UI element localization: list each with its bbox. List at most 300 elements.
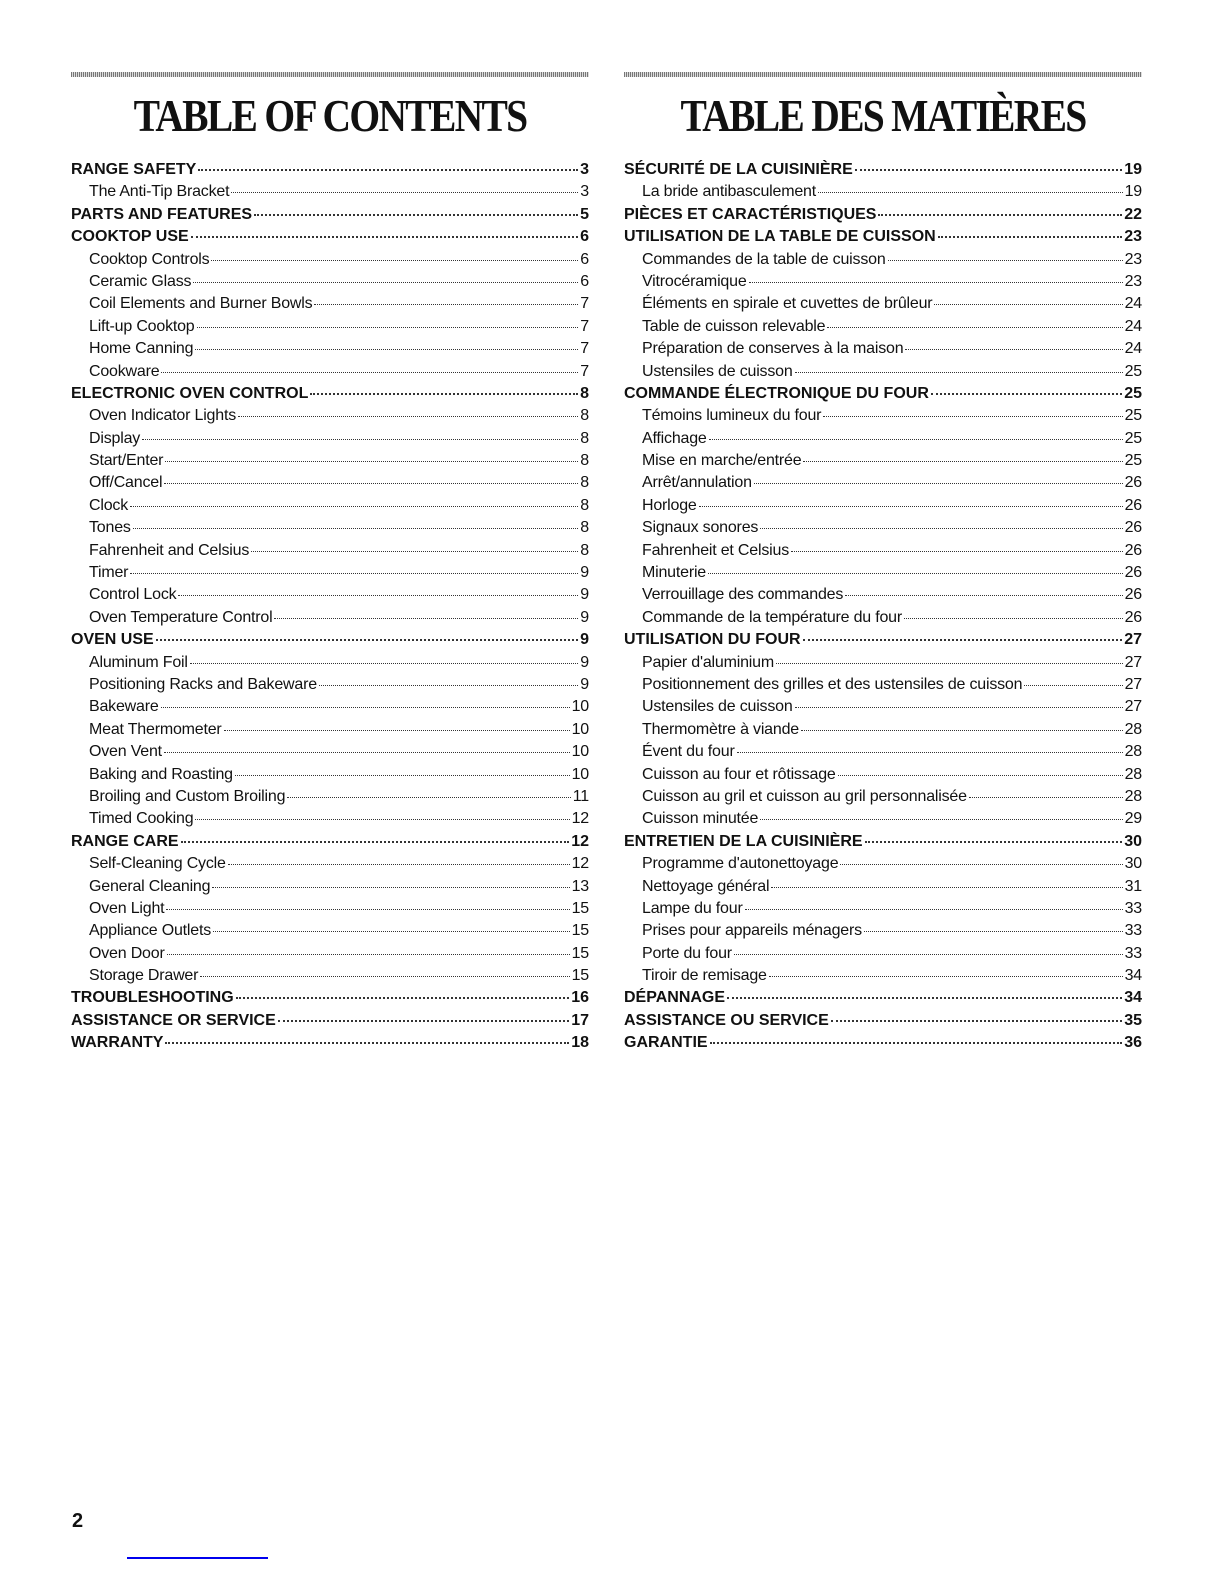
toc-subsection-entry[interactable] [624,876,1142,898]
toc-subsection-entry[interactable] [624,853,1142,875]
toc-subsection-entry[interactable] [71,316,589,338]
entry-page: 36 [1124,1034,1142,1052]
toc-subsection-entry[interactable] [624,764,1142,786]
entry-page: 15 [571,899,589,917]
entry-page: 26 [1124,519,1142,537]
entry-page: 34 [1124,989,1142,1007]
dot-leader [969,797,1123,798]
entry-label: UTILISATION DU FOUR [624,631,801,649]
entry-label: RANGE SAFETY [71,161,197,178]
toc-subsection-entry[interactable] [624,472,1142,494]
entry-page: 25 [1124,362,1142,380]
toc-subsection-entry[interactable] [71,517,589,539]
toc-subsection-entry[interactable] [71,898,589,920]
entry-label: PIÈCES ET CARACTÉRISTIQUES [624,205,877,223]
toc-subsection-entry[interactable] [624,249,1142,271]
entry-label: RANGE CARE [71,832,179,850]
dot-leader [178,595,578,596]
toc-subsection-entry[interactable] [624,898,1142,920]
entry-page: 8 [580,496,589,514]
entry-page: 33 [1124,944,1142,962]
toc-section-entry[interactable] [624,1010,1142,1032]
toc-subsection-entry[interactable] [71,607,589,629]
dot-leader [181,841,570,843]
entry-page: 10 [571,698,589,716]
entry-label: Affichage [642,429,707,447]
dot-leader [231,192,578,193]
entry-label: Oven Light [89,899,165,917]
entry-label: Nettoyage général [642,877,770,895]
toc-section-entry[interactable] [624,159,1142,181]
dot-leader [195,349,578,350]
toc-section-entry[interactable] [71,204,589,226]
dot-leader [760,528,1122,529]
entry-label: Oven Door [89,944,165,962]
entry-page: 24 [1124,295,1142,313]
toc-subsection-entry[interactable] [71,808,589,830]
entry-page: 9 [580,586,589,604]
toc-subsection-entry[interactable] [624,965,1142,987]
toc-section-entry[interactable] [624,629,1142,651]
entry-page: 28 [1124,720,1142,738]
entry-page: 7 [580,317,589,335]
entry-label: Meat Thermometer [89,720,222,738]
dot-leader [745,909,1123,910]
entry-label: Table de cuisson relevable [642,317,826,335]
toc-section-entry[interactable] [71,383,589,405]
entry-page: 33 [1124,899,1142,917]
entry-label: COOKTOP USE [71,228,189,246]
toc-subsection-entry[interactable] [71,562,589,584]
dot-leader [795,707,1123,708]
entry-label: OVEN USE [71,631,154,649]
dot-leader [727,997,1122,999]
entry-page: 8 [580,429,589,447]
entry-page: 26 [1124,541,1142,559]
toc-subsection-entry[interactable] [71,719,589,741]
toc-subsection-entry[interactable] [624,271,1142,293]
entry-label: Oven Vent [89,743,162,761]
entry-page: 30 [1124,855,1142,873]
entry-page: 7 [580,295,589,313]
dot-leader [878,214,1122,216]
dot-leader [191,236,578,238]
toc-subsection-entry[interactable] [71,271,589,293]
entry-page: 6 [580,228,589,246]
dot-leader [319,685,578,686]
entry-label: La bride antibasculement [642,183,816,201]
dot-leader [211,260,578,261]
dot-leader [888,260,1123,261]
toc-subsection-entry[interactable] [624,316,1142,338]
entry-label: The Anti-Tip Bracket [89,183,230,201]
dot-leader [760,819,1122,820]
entry-page: 27 [1124,631,1142,649]
entry-page: 7 [580,362,589,380]
entry-page: 19 [1124,161,1142,178]
dot-leader [278,1020,569,1022]
dot-leader [274,618,578,619]
toc-subsection-entry[interactable] [624,428,1142,450]
entry-label: Oven Temperature Control [89,608,273,626]
entry-page: 23 [1124,272,1142,290]
entry-label: Minuterie [642,564,707,582]
entry-page: 11 [572,787,589,805]
dot-leader [795,372,1123,373]
dot-leader [236,997,570,999]
entry-label: Cuisson au gril et cuisson au gril personnalisée [642,787,967,805]
dot-leader [904,618,1123,619]
entry-label: Aluminum Foil [89,653,188,671]
entry-label: COMMANDE ÉLECTRONIQUE DU FOUR [624,384,929,402]
toc-entries [71,159,589,1055]
entry-page: 12 [571,832,589,850]
entry-page: 13 [571,877,589,895]
dot-leader [224,730,570,731]
entry-label: Bakeware [89,698,159,716]
entry-page: 8 [580,519,589,537]
entry-page: 5 [580,205,589,223]
dot-leader [1024,685,1122,686]
entry-page: 15 [571,922,589,940]
dot-leader [200,976,569,977]
toc-subsection-entry[interactable] [71,450,589,472]
entry-label: Positioning Racks and Bakeware [89,675,317,693]
toc-subsection-entry[interactable] [71,786,589,808]
entry-label: Porte du four [642,944,732,962]
dot-leader [864,931,1123,932]
dot-leader [161,372,578,373]
decorative-rule [624,72,1142,77]
toc-subsection-entry[interactable] [71,472,589,494]
dot-leader [769,976,1123,977]
dot-leader [818,192,1123,193]
entry-label: Commandes de la table de cuisson [642,250,886,268]
dot-leader [708,573,1123,574]
entry-label: Cookware [89,362,160,380]
entry-label: Vitrocéramique [642,272,747,290]
toc-english [71,72,589,1055]
toc-subsection-entry[interactable] [624,652,1142,674]
toc-subsection-entry[interactable] [71,965,589,987]
toc-subsection-entry[interactable] [71,361,589,383]
dot-leader [130,506,578,507]
toc-subsection-entry[interactable] [71,920,589,942]
entry-label: Cooktop Controls [89,250,210,268]
toc-subsection-entry[interactable] [624,674,1142,696]
entry-page: 9 [580,608,589,626]
dot-leader [164,483,578,484]
entry-label: Timer [89,564,129,582]
dot-leader [699,506,1123,507]
dot-leader [734,954,1123,955]
entry-label: GARANTIE [624,1034,708,1052]
entry-page: 9 [580,675,589,693]
dot-leader [771,887,1122,888]
entry-label: Start/Enter [89,452,164,470]
toc-subsection-entry[interactable] [624,450,1142,472]
entry-label: Signaux sonores [642,519,759,537]
dot-leader [838,775,1123,776]
entry-page: 28 [1124,743,1142,761]
dot-leader [754,483,1123,484]
dot-leader [803,461,1122,462]
entry-label: Mise en marche/entrée [642,452,802,470]
toc-subsection-entry[interactable] [71,338,589,360]
dot-leader [142,439,578,440]
entry-page: 26 [1124,474,1142,492]
entry-label: Clock [89,496,129,514]
entry-label: Cuisson au four et rôtissage [642,765,836,783]
entry-page: 30 [1124,832,1142,850]
entry-label: Ustensiles de cuisson [642,698,793,716]
dot-leader [251,551,578,552]
entry-label: Verrouillage des commandes [642,586,844,604]
toc-subsection-entry[interactable] [624,920,1142,942]
entry-label: ENTRETIEN DE LA CUISINIÈRE [624,832,863,850]
entry-page: 9 [580,631,589,649]
entry-page: 12 [571,810,589,828]
toc-subsection-entry[interactable] [71,652,589,674]
entry-label: Lift-up Cooktop [89,317,195,335]
toc-subsection-entry[interactable] [71,876,589,898]
toc-section-entry[interactable] [624,226,1142,248]
entry-page: 6 [580,272,589,290]
dot-leader [749,282,1123,283]
entry-page: 15 [571,944,589,962]
dot-leader [161,707,570,708]
toc-subsection-entry[interactable] [624,405,1142,427]
dot-leader [166,909,569,910]
entry-page: 27 [1124,653,1142,671]
entry-page: 8 [580,474,589,492]
entry-page: 8 [580,452,589,470]
entry-page: 25 [1124,384,1142,402]
toc-subsection-entry[interactable] [624,696,1142,718]
toc-section-entry[interactable] [624,831,1142,853]
entry-label: Horloge [642,496,697,514]
entry-label: TROUBLESHOOTING [71,989,234,1007]
entry-label: Éléments en spirale et cuvettes de brûleur [642,295,933,313]
dot-leader [934,304,1122,305]
entry-label: General Cleaning [89,877,211,895]
entry-page: 28 [1124,765,1142,783]
toc-subsection-entry[interactable] [624,808,1142,830]
entry-page: 8 [580,541,589,559]
entry-page: 3 [580,161,589,178]
entry-label: Préparation de conserves à la maison [642,340,904,358]
toc-subsection-entry[interactable] [624,293,1142,315]
entry-label: Programme d'autonettoyage [642,855,839,873]
dot-leader [228,864,570,865]
entry-page: 23 [1124,250,1142,268]
dot-leader [840,864,1122,865]
toc-title: TABLE OF CONTENTS [133,90,527,141]
toc-section-entry[interactable] [624,1032,1142,1054]
dot-leader [287,797,571,798]
dot-leader [198,169,578,171]
entry-page: 27 [1124,698,1142,716]
dot-leader [254,214,578,216]
entry-page: 27 [1124,675,1142,693]
entry-label: Off/Cancel [89,474,163,492]
toc-subsection-entry[interactable] [71,495,589,517]
entry-label: PARTS AND FEATURES [71,205,253,223]
entry-label: Prises pour appareils ménagers [642,922,862,940]
toc-subsection-entry[interactable] [71,943,589,965]
toc-section-entry[interactable] [71,1032,589,1054]
entry-page: 34 [1124,967,1142,985]
toc-section-entry[interactable] [624,204,1142,226]
toc-subsection-entry[interactable] [71,181,589,203]
entry-page: 6 [580,250,589,268]
entry-label: Évent du four [642,743,735,761]
dot-leader [190,663,579,664]
toc-section-entry[interactable] [624,987,1142,1009]
toc-subsection-entry[interactable] [71,764,589,786]
entry-page: 15 [571,967,589,985]
toc-subsection-entry[interactable] [624,181,1142,203]
toc-subsection-entry[interactable] [71,428,589,450]
dot-leader [213,931,570,932]
dot-leader [791,551,1123,552]
entry-label: Display [89,429,141,447]
entry-label: Baking and Roasting [89,765,233,783]
dot-leader [193,282,578,283]
toc-subsection-entry[interactable] [71,540,589,562]
toc-subsection-entry[interactable] [624,361,1142,383]
entry-label: Self-Cleaning Cycle [89,855,226,873]
toc-subsection-entry[interactable] [624,517,1142,539]
entry-page: 7 [580,340,589,358]
toc-subsection-entry[interactable] [624,584,1142,606]
toc-subsection-entry[interactable] [71,696,589,718]
dot-leader [827,327,1122,328]
dot-leader [938,236,1123,238]
toc-section-entry[interactable] [71,226,589,248]
toc-subsection-entry[interactable] [71,741,589,763]
dot-leader [931,393,1122,395]
dot-leader [310,393,578,395]
entry-page: 25 [1124,452,1142,470]
dot-leader [801,730,1123,731]
toc-section-entry[interactable] [71,159,589,181]
toc-subsection-entry[interactable] [71,293,589,315]
toc-section-entry[interactable] [624,383,1142,405]
toc-subsection-entry[interactable] [71,405,589,427]
toc-subsection-entry[interactable] [624,786,1142,808]
dot-leader [165,461,578,462]
dot-leader [235,775,570,776]
entry-page: 24 [1124,340,1142,358]
entry-label: DÉPANNAGE [624,989,726,1007]
entry-page: 8 [580,384,589,402]
dot-leader [133,528,579,529]
entry-page: 35 [1124,1011,1142,1029]
entry-page: 26 [1124,564,1142,582]
entry-page: 10 [571,743,589,761]
entry-label: WARRANTY [71,1034,164,1052]
dot-leader [314,304,578,305]
entry-label: Cuisson minutée [642,810,759,828]
dot-leader [737,752,1123,753]
entry-label: Oven Indicator Lights [89,407,236,425]
toc-subsection-entry[interactable] [624,741,1142,763]
entry-label: Tiroir de remisage [642,967,767,985]
entry-label: UTILISATION DE LA TABLE DE CUISSON [624,228,936,246]
dot-leader [709,439,1123,440]
dot-leader [803,639,1123,641]
toc-section-entry[interactable] [71,987,589,1009]
entry-label: Fahrenheit and Celsius [89,541,250,559]
dot-leader [156,639,578,641]
dot-leader [212,887,569,888]
toc-subsection-entry[interactable] [624,719,1142,741]
entry-label: Tones [89,519,131,537]
toc-section-entry[interactable] [71,1010,589,1032]
entry-label: Thermomètre à viande [642,720,799,738]
entry-page: 9 [580,564,589,582]
toc-subsection-entry[interactable] [624,495,1142,517]
entry-label: Appliance Outlets [89,922,212,940]
toc-subsection-entry[interactable] [624,540,1142,562]
entry-label: Timed Cooking [89,810,194,828]
toc-subsection-entry[interactable] [624,607,1142,629]
entry-page: 9 [580,653,589,671]
toc-subsection-entry[interactable] [71,853,589,875]
toc-subsection-entry[interactable] [71,674,589,696]
entry-page: 22 [1124,205,1142,223]
entry-label: Lampe du four [642,899,743,917]
dot-leader [165,1042,569,1044]
entry-page: 31 [1124,877,1142,895]
entry-page: 3 [580,183,589,201]
dot-leader [167,954,570,955]
entry-label: Arrêt/annulation [642,474,752,492]
toc-subsection-entry[interactable] [624,943,1142,965]
entry-label: ASSISTANCE OU SERVICE [624,1011,829,1029]
toc-subsection-entry[interactable] [71,584,589,606]
dot-leader [195,819,569,820]
toc-subsection-entry[interactable] [624,338,1142,360]
toc-subsection-entry[interactable] [71,249,589,271]
entry-label: Broiling and Custom Broiling [89,787,286,805]
dot-leader [845,595,1122,596]
toc-section-entry[interactable] [71,831,589,853]
entry-label: ELECTRONIC OVEN CONTROL [71,384,309,402]
entry-page: 19 [1124,183,1142,201]
dot-leader [823,416,1122,417]
entry-page: 10 [571,720,589,738]
dot-leader [164,752,570,753]
entry-page: 33 [1124,922,1142,940]
toc-title: TABLE DES MATIÈRES [680,90,1086,141]
entry-page: 29 [1124,810,1142,828]
entry-label: Papier d'aluminium [642,653,774,671]
entry-page: 25 [1124,429,1142,447]
entry-label: Home Canning [89,340,194,358]
dot-leader [905,349,1122,350]
entry-label: Témoins lumineux du four [642,407,822,425]
entry-page: 26 [1124,608,1142,626]
toc-entries [624,159,1142,1055]
dot-leader [831,1020,1122,1022]
entry-page: 10 [571,765,589,783]
toc-section-entry[interactable] [71,629,589,651]
toc-subsection-entry[interactable] [624,562,1142,584]
entry-page: 24 [1124,317,1142,335]
decorative-rule [71,72,589,77]
